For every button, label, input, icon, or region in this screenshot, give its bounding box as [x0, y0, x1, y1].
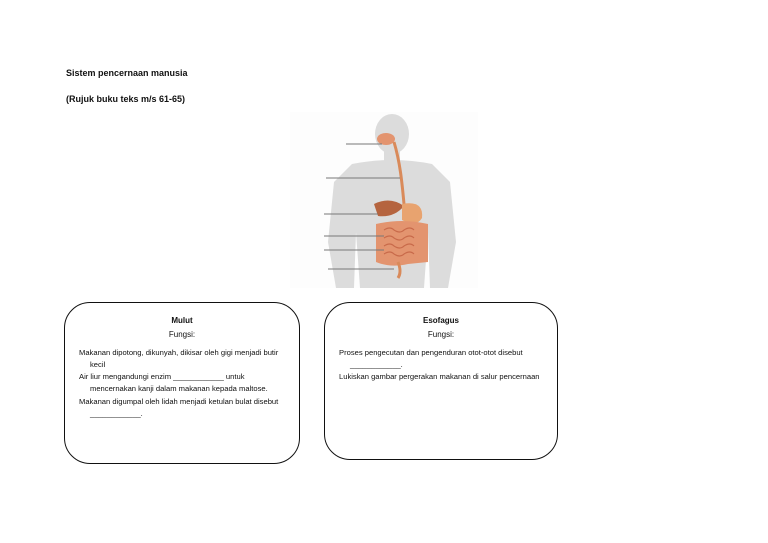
esofagus-subtitle: Fungsi:	[427, 330, 455, 340]
esofagus-item-1: Proses pengecutan dan pengenduran otot-otot disebut ____________.	[339, 347, 523, 369]
mulut-item-2: Air liur mengandungi enzim ____________ untuk mencernakan kanji dalam makanan kepada maltose.	[79, 372, 268, 394]
mulut-subtitle: Fungsi:	[168, 330, 196, 340]
esofagus-item-2: Lukiskan gambar pergerakan makanan di salur pencernaan	[339, 372, 540, 382]
esofagus-box	[324, 302, 558, 460]
mulut-title: Mulut	[171, 316, 193, 325]
mulut-item-3: Makanan digumpal oleh lidah menjadi ketulan bulat disebut ____________.	[79, 396, 279, 419]
esofagus-title: Esofagus	[422, 316, 459, 325]
textbook-reference: (Rujuk buku teks m/s 61-65)	[66, 94, 186, 104]
worksheet-title: Sistem pencernaan manusia	[66, 68, 188, 78]
digestive-system-diagram-icon	[290, 112, 478, 288]
mulut-box	[64, 302, 300, 464]
mulut-item-1: Makanan dipotong, dikunyah, dikisar oleh gigi menjadi butir kecil	[79, 347, 279, 369]
digestive-system-figure	[290, 112, 478, 288]
